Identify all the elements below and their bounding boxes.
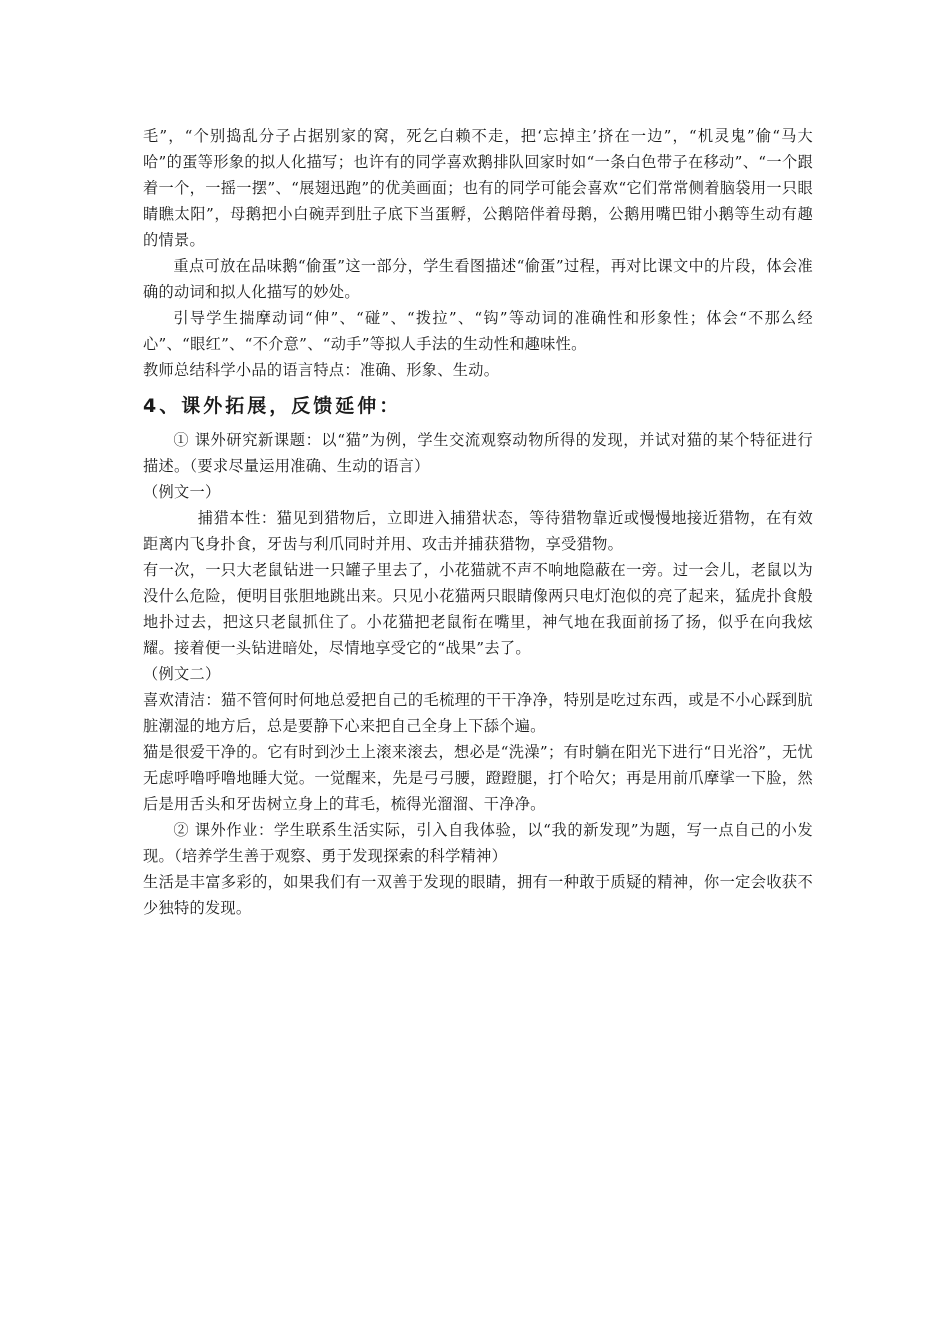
paragraph-cat-catches-mouse: 有一次，一只大老鼠钻进一只罐子里去了，小花猫就不声不响地隐蔽在一旁。过一会儿，老鼠以为没什么危险，便明目张胆地跳出来。只见小花猫两只眼睛像两只电灯泡似的亮了起来，猛虎扑食般地扑过去，把这只老鼠抓住了。小花猫把老鼠衔在嘴里，神气地在我面前扬了扬，似乎在向我炫耀。接着便一头钻进暗处，尽情地享受它的“战果”去了。 <box>143 561 813 657</box>
paragraph-goose-descriptions: 毛”，“个别捣乱分子占据别家的窝，死乞白赖不走，把‘忘掉主’挤在一边”，“机灵鬼”偷“马大哈”的蛋等形象的拟人化描写；也许有的同学喜欢鹅排队回家时如“一条白色带子在移动”、“一个跟着一个，一摇一摆”、“展翅迅跑”的优美画面；也有的同学可能会喜欢“它们常常侧着脑袋用一只眼睛瞧太阳”，母鹅把小白碗弄到肚子底下当蛋孵，公鹅陪伴着母鹅，公鹅用嘴巴钳小鹅等生动有趣的情景。 <box>143 127 813 249</box>
document-page <box>143 123 813 921</box>
paragraph-teacher-summary: 教师总结科学小品的语言特点：准确、形象、生动。 <box>143 361 500 379</box>
paragraph-conclusion: 生活是丰富多彩的，如果我们有一双善于发现的眼睛，拥有一种敢于质疑的精神，你一定会收获不少独特的发现。 <box>143 873 813 917</box>
section-heading: 4、课外拓展，反馈延伸： <box>143 395 402 417</box>
example-label-one: （例文一） <box>143 483 221 501</box>
paragraph-cat-is-clean: 猫是很爱干净的。它有时到沙土上滚来滚去，想必是“洗澡”；有时躺在阳光下进行“日光浴”，无忧无虑呼噜呼噜地睡大觉。一觉醒来，先是弓弓腰，蹬蹬腿，打个哈欠；再是用前爪摩挲一下脸，然后是用舌头和牙齿树立身上的茸毛，梳得光溜溜、干净净。 <box>143 743 813 813</box>
paragraph-verb-analysis: 引导学生揣摩动词“伸”、“碰”、“拨拉”、“钩”等动词的准确性和形象性；体会“不那么经心”、“眼红”、“不介意”、“动手”等拟人手法的生动性和趣味性。 <box>143 309 813 353</box>
example-label-two: （例文二） <box>143 665 221 683</box>
paragraph-steal-egg-focus: 重点可放在品味鹅“偷蛋”这一部分，学生看图描述“偷蛋”过程，再对比课文中的片段，体会准确的动词和拟人化描写的妙处。 <box>143 257 813 301</box>
paragraph-likes-cleanliness: 喜欢清洁：猫不管何时何地总爱把自己的毛梳理的干干净净，特别是吃过东西，或是不小心踩到肮脏潮湿的地方后，总是要静下心来把自己全身上下舔个遍。 <box>143 691 813 735</box>
paragraph-homework: ② 课外作业：学生联系生活实际，引入自我体验，以“我的新发现”为题，写一点自己的小发现。（培养学生善于观察、勇于发现探索的科学精神） <box>143 821 813 865</box>
paragraph-hunting-nature: 捕猎本性：猫见到猎物后，立即进入捕猎状态，等待猎物靠近或慢慢地接近猎物，在有效距离内飞身扑食，牙齿与利爪同时并用、攻击并捕获猎物，享受猎物。 <box>143 509 813 553</box>
paragraph-research-topic: ① 课外研究新课题：以“猫”为例，学生交流观察动物所得的发现，并试对猫的某个特征进行描述。（要求尽量运用准确、生动的语言） <box>143 431 813 475</box>
